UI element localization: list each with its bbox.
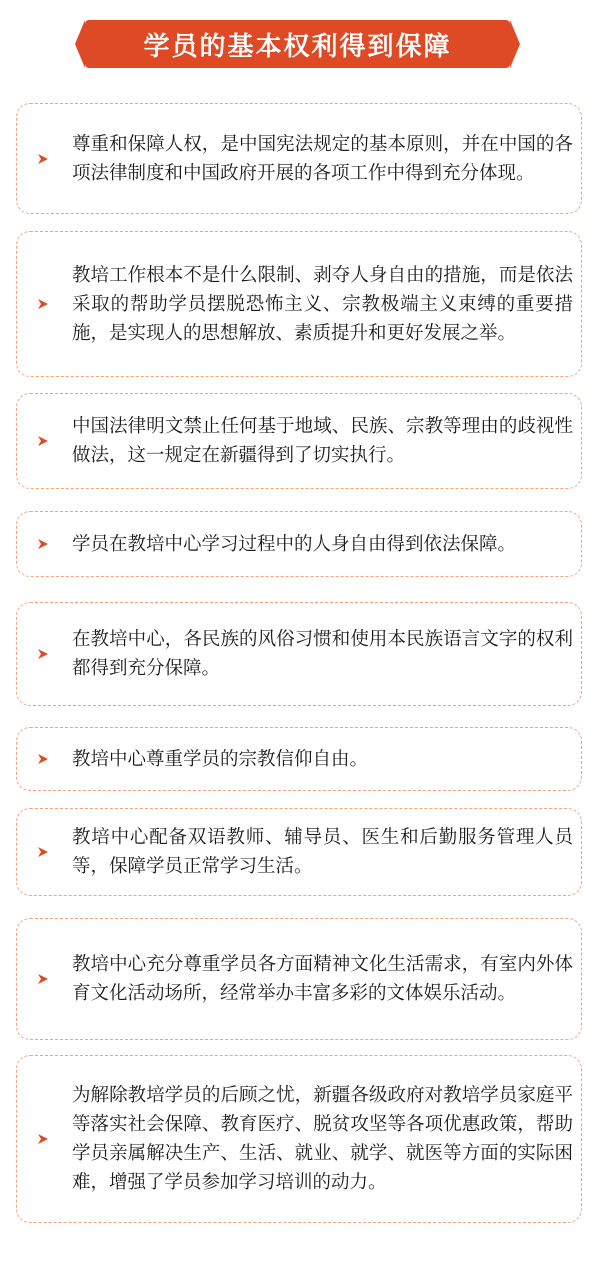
list-item — [16, 231, 582, 377]
chevron-right-icon — [37, 648, 49, 660]
item-text: 为解除教培学员的后顾之忧，新疆各级政府对教培学员家庭平等落实社会保障、教育医疗、脱贫攻坚等各项优惠政策，帮助学员亲属解决生产、生活、就业、就学、就医等方面的实际困难，增强了学员参加学习培训的动力。 — [72, 1085, 573, 1193]
chevron-right-icon — [37, 1133, 49, 1145]
list-item — [16, 511, 582, 577]
list-item — [16, 727, 582, 791]
list-item — [16, 918, 582, 1040]
list-item — [16, 393, 582, 489]
item-text: 在教培中心，各民族的风俗习惯和使用本民族语言文字的权利都得到充分保障。 — [72, 629, 573, 679]
item-text: 尊重和保障人权，是中国宪法规定的基本原则，并在中国的各项法律制度和中国政府开展的各项工作中得到充分体现。 — [72, 133, 573, 184]
item-text: 教培中心配备双语教师、辅导员、医生和后勤服务管理人员等，保障学员正常学习生活。 — [72, 827, 573, 877]
chevron-right-icon — [37, 153, 49, 165]
page-title: 学员的基本权利得到保障 — [143, 31, 452, 62]
chevron-right-icon — [37, 973, 49, 985]
item-text: 中国法律明文禁止任何基于地域、民族、宗教等理由的歧视性做法，这一规定在新疆得到了切实执行。 — [72, 416, 573, 466]
chevron-right-icon — [37, 298, 49, 310]
chevron-right-icon — [37, 538, 49, 550]
list-item — [16, 103, 582, 214]
item-text: 学员在教培中心学习过程中的人身自由得到依法保障。 — [72, 533, 517, 555]
list-item — [16, 1055, 582, 1223]
chevron-right-icon — [37, 753, 49, 765]
title-banner — [85, 20, 510, 68]
list-item — [16, 808, 582, 896]
list-item — [16, 602, 582, 706]
item-text: 教培中心充分尊重学员各方面精神文化生活需求，有室内外体育文化活动场所，经常举办丰富多彩的文体娱乐活动。 — [72, 954, 573, 1004]
chevron-right-icon — [37, 846, 49, 858]
chevron-right-icon — [37, 435, 49, 447]
item-text: 教培中心尊重学员的宗教信仰自由。 — [72, 748, 369, 770]
item-text: 教培工作根本不是什么限制、剥夺人身自由的措施，而是依法采取的帮助学员摆脱恐怖主义、宗教极端主义束缚的重要措施，是实现人的思想解放、素质提升和更好发展之举。 — [72, 264, 573, 344]
